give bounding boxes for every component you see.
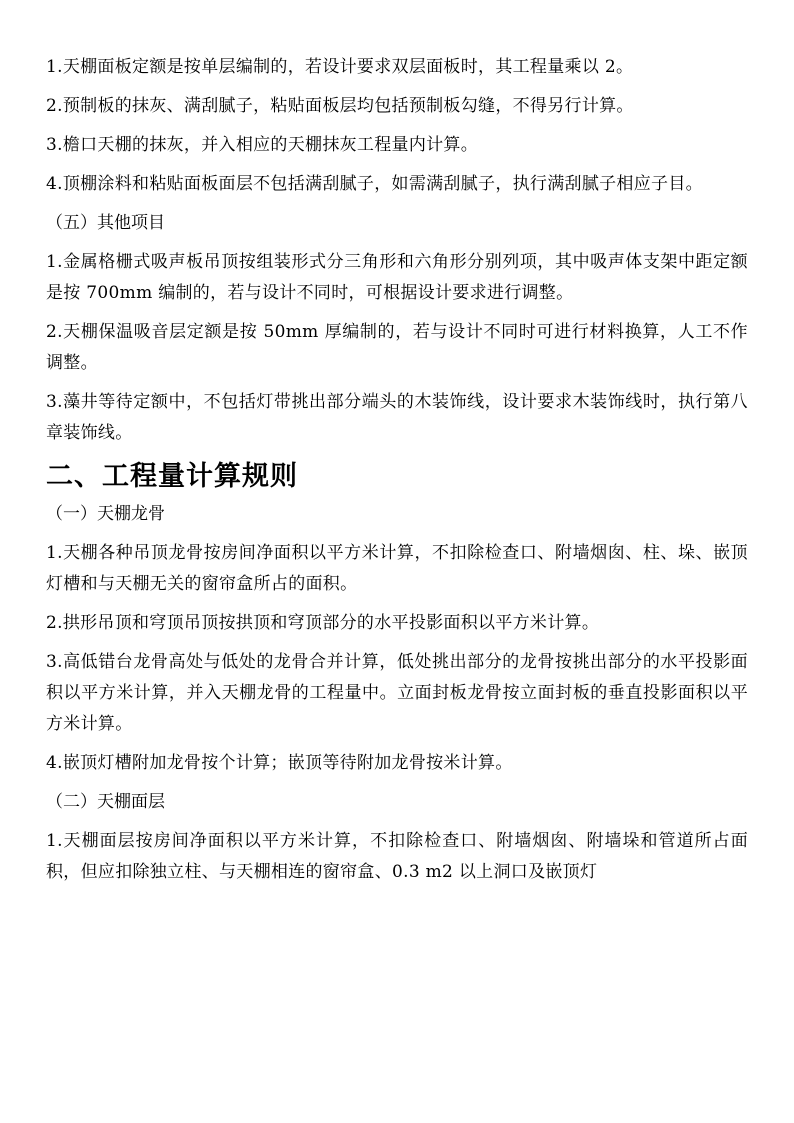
section-title-quantity-rules: 二、工程量计算规则 xyxy=(46,461,298,492)
paragraph-light-trough-joist: 4.嵌顶灯槽附加龙骨按个计算；嵌顶等待附加龙骨按米计算。 xyxy=(46,753,513,773)
paragraph-caisson-ceiling: 3.藻井等待定额中，不包括灯带挑出部分端头的木装饰线，设计要求木装饰线时，执行第八章装饰线。 xyxy=(46,392,748,443)
paragraph-insulation-layer: 2.天棚保温吸音层定额是按 50mm 厚编制的，若与设计不同时可进行材料换算，人工不作调整。 xyxy=(46,322,748,373)
paragraph-ceiling-panel-double-layer: 1.天棚面板定额是按单层编制的，若设计要求双层面板时，其工程量乘以 2。 xyxy=(46,57,634,77)
paragraph-eave-ceiling-plaster: 3.檐口天棚的抹灰，并入相应的天棚抹灰工程量内计算。 xyxy=(46,135,479,155)
paragraph-joist-net-area: 1.天棚各种吊顶龙骨按房间净面积以平方米计算，不扣除检查口、附墙烟囱、柱、垛、嵌顶灯槽和与天棚无关的窗帘盒所占的面积。 xyxy=(46,543,748,594)
paragraph-arched-ceiling: 2.拱形吊顶和穹顶吊顶按拱顶和穹顶部分的水平投影面积以平方米计算。 xyxy=(46,613,600,633)
paragraph-ceiling-paint-putty: 4.顶棚涂料和粘贴面板面层不包括满刮腻子，如需满刮腻子，执行满刮腻子相应子目。 xyxy=(46,174,703,194)
document-page xyxy=(46,52,748,896)
subsection-title-ceiling-surface: （二）天棚面层 xyxy=(46,792,165,812)
paragraph-surface-net-area: 1.天棚面层按房间净面积以平方米计算，不扣除检查口、附墙烟囱、附墙垛和管道所占面积，但应扣除独立柱、与天棚相连的窗帘盒、0.3 m2 以上洞口及嵌顶灯 xyxy=(46,831,748,882)
paragraph-precast-slab-plaster: 2.预制板的抹灰、满刮腻子，粘贴面板层均包括预制板勾缝，不得另行计算。 xyxy=(46,96,634,116)
paragraph-split-level-joist: 3.高低错台龙骨高处与低处的龙骨合并计算，低处挑出部分的龙骨按挑出部分的水平投影面积以平方米计算，并入天棚龙骨的工程量中。立面封板龙骨按立面封板的垂直投影面积以平方米计算。 xyxy=(46,652,748,734)
subsection-title-ceiling-joists: （一）天棚龙骨 xyxy=(46,504,165,524)
subsection-title-other-items: （五）其他项目 xyxy=(46,213,165,233)
paragraph-metal-grille-ceiling: 1.金属格栅式吸声板吊顶按组装形式分三角形和六角形分别列项，其中吸声体支架中距定额是按 700mm 编制的，若与设计不同时，可根据设计要求进行调整。 xyxy=(46,252,748,303)
